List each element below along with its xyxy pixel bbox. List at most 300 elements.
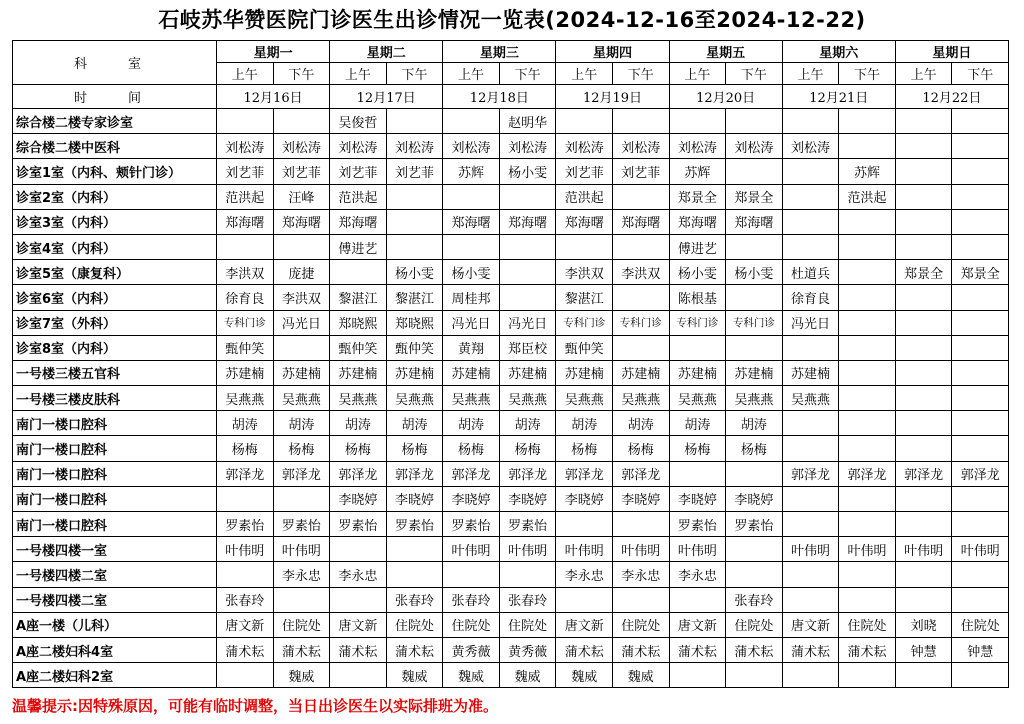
dept-cell: A座二楼妇科2室 (13, 663, 217, 688)
doctor-cell: 专科门诊 (669, 310, 726, 335)
doctor-cell: 郑海曙 (273, 209, 330, 234)
dept-cell: 南门一楼口腔科 (13, 461, 217, 486)
doctor-cell: 吴燕燕 (726, 386, 783, 411)
doctor-cell (782, 486, 839, 511)
doctor-cell: 吴燕燕 (669, 386, 726, 411)
doctor-cell: 范洪起 (556, 184, 613, 209)
doctor-cell (839, 411, 896, 436)
doctor-cell (273, 587, 330, 612)
doctor-cell: 胡涛 (499, 411, 556, 436)
doctor-cell: 苏建楠 (443, 360, 500, 385)
dept-cell: 诊室8室（内科） (13, 335, 217, 360)
doctor-cell (839, 134, 896, 159)
doctor-cell: 郑海曙 (669, 209, 726, 234)
doctor-cell (726, 537, 783, 562)
doctor-cell (556, 234, 613, 259)
doctor-cell: 蒲术耘 (273, 637, 330, 662)
doctor-cell (782, 159, 839, 184)
doctor-cell (839, 310, 896, 335)
am-header: 上午 (895, 63, 952, 85)
am-header: 上午 (330, 63, 387, 85)
doctor-cell (895, 663, 952, 688)
doctor-cell (839, 360, 896, 385)
doctor-cell (782, 436, 839, 461)
doctor-cell (726, 234, 783, 259)
table-row (13, 411, 1009, 436)
date-header: 12月19日 (556, 85, 669, 109)
am-header: 上午 (782, 63, 839, 85)
doctor-cell: 杨梅 (217, 436, 274, 461)
doctor-cell: 冯光日 (782, 310, 839, 335)
doctor-cell (782, 587, 839, 612)
doctor-cell (952, 234, 1009, 259)
doctor-cell (669, 587, 726, 612)
doctor-cell (782, 234, 839, 259)
doctor-cell: 刘晓 (895, 612, 952, 637)
doctor-cell: 叶伟明 (782, 537, 839, 562)
doctor-cell (330, 260, 387, 285)
doctor-cell: 住院处 (952, 612, 1009, 637)
date-header: 12月22日 (895, 85, 1008, 109)
doctor-cell: 刘松涛 (217, 134, 274, 159)
doctor-cell: 苏建楠 (669, 360, 726, 385)
doctor-cell: 胡涛 (330, 411, 387, 436)
am-header: 上午 (443, 63, 500, 85)
doctor-cell: 叶伟明 (556, 537, 613, 562)
doctor-cell: 罗素怡 (726, 512, 783, 537)
date-header: 12月21日 (782, 85, 895, 109)
doctor-cell (499, 184, 556, 209)
doctor-cell: 胡涛 (669, 411, 726, 436)
doctor-cell (782, 335, 839, 360)
doctor-cell: 李洪双 (273, 285, 330, 310)
table-row (13, 285, 1009, 310)
doctor-cell: 苏辉 (839, 159, 896, 184)
doctor-cell (895, 360, 952, 385)
doctor-cell (895, 411, 952, 436)
doctor-cell: 苏建楠 (217, 360, 274, 385)
doctor-cell: 吴燕燕 (217, 386, 274, 411)
doctor-cell: 甄仲笑 (217, 335, 274, 360)
doctor-cell: 李永忠 (556, 562, 613, 587)
doctor-cell: 李晓婷 (726, 486, 783, 511)
doctor-cell: 住院处 (499, 612, 556, 637)
doctor-cell: 黄秀薇 (499, 637, 556, 662)
doctor-cell: 唐文新 (330, 612, 387, 637)
dept-cell: 南门一楼口腔科 (13, 411, 217, 436)
doctor-cell: 钟慧 (895, 637, 952, 662)
dept-cell: 综合楼二楼中医科 (13, 134, 217, 159)
doctor-cell: 吴燕燕 (330, 386, 387, 411)
doctor-cell (217, 562, 274, 587)
doctor-cell (839, 436, 896, 461)
doctor-cell: 郭泽龙 (330, 461, 387, 486)
weekday-header: 星期二 (330, 41, 443, 63)
doctor-cell: 唐文新 (217, 612, 274, 637)
pm-header: 下午 (726, 63, 783, 85)
doctor-cell: 杨梅 (330, 436, 387, 461)
doctor-cell: 赵明华 (499, 109, 556, 134)
table-row (13, 612, 1009, 637)
doctor-cell: 杜道兵 (782, 260, 839, 285)
doctor-cell: 罗素怡 (443, 512, 500, 537)
doctor-cell (386, 184, 443, 209)
dept-cell: A座一楼（儿科） (13, 612, 217, 637)
doctor-cell (952, 360, 1009, 385)
doctor-cell: 李永忠 (330, 562, 387, 587)
doctor-cell: 罗素怡 (669, 512, 726, 537)
doctor-cell: 罗素怡 (499, 512, 556, 537)
doctor-cell: 吴俊哲 (330, 109, 387, 134)
doctor-cell (952, 386, 1009, 411)
doctor-cell: 李晓婷 (499, 486, 556, 511)
doctor-cell (895, 386, 952, 411)
doctor-cell (273, 234, 330, 259)
doctor-cell: 唐文新 (669, 612, 726, 637)
doctor-cell (952, 209, 1009, 234)
doctor-cell: 魏威 (499, 663, 556, 688)
table-row (13, 486, 1009, 511)
doctor-cell (612, 234, 669, 259)
doctor-cell (556, 109, 613, 134)
doctor-cell (726, 663, 783, 688)
doctor-cell: 杨梅 (273, 436, 330, 461)
doctor-cell: 胡涛 (273, 411, 330, 436)
doctor-cell (952, 109, 1009, 134)
doctor-cell: 吴燕燕 (782, 386, 839, 411)
pm-header: 下午 (952, 63, 1009, 85)
doctor-cell (612, 184, 669, 209)
doctor-cell: 专科门诊 (612, 310, 669, 335)
weekday-header: 星期三 (443, 41, 556, 63)
doctor-cell: 吴燕燕 (386, 386, 443, 411)
table-row (13, 436, 1009, 461)
date-header: 12月17日 (330, 85, 443, 109)
doctor-cell: 专科门诊 (726, 310, 783, 335)
doctor-cell (895, 512, 952, 537)
doctor-cell (895, 486, 952, 511)
doctor-cell (217, 234, 274, 259)
doctor-cell (895, 209, 952, 234)
doctor-cell: 唐文新 (782, 612, 839, 637)
doctor-cell (782, 663, 839, 688)
date-header: 12月18日 (443, 85, 556, 109)
dept-cell: 诊室3室（内科） (13, 209, 217, 234)
doctor-cell (386, 537, 443, 562)
doctor-cell: 胡涛 (612, 411, 669, 436)
pm-header: 下午 (612, 63, 669, 85)
doctor-cell (330, 587, 387, 612)
doctor-cell: 蒲术耘 (330, 637, 387, 662)
doctor-cell (499, 562, 556, 587)
doctor-cell: 范洪起 (217, 184, 274, 209)
doctor-cell: 胡涛 (726, 411, 783, 436)
doctor-cell: 郭泽龙 (612, 461, 669, 486)
dept-cell: 诊室7室（外科） (13, 310, 217, 335)
doctor-cell (839, 512, 896, 537)
doctor-cell: 李洪双 (217, 260, 274, 285)
doctor-cell: 郑景全 (669, 184, 726, 209)
doctor-cell: 刘松涛 (386, 134, 443, 159)
doctor-cell: 魏威 (386, 663, 443, 688)
doctor-cell (895, 159, 952, 184)
doctor-cell (839, 209, 896, 234)
doctor-cell (782, 562, 839, 587)
am-header: 上午 (217, 63, 274, 85)
doctor-cell (612, 335, 669, 360)
doctor-cell: 冯光日 (499, 310, 556, 335)
dept-cell: 一号楼三楼皮肤科 (13, 386, 217, 411)
weekday-header: 星期日 (895, 41, 1008, 63)
doctor-cell (782, 411, 839, 436)
doctor-cell: 张春玲 (386, 587, 443, 612)
doctor-cell: 范洪起 (839, 184, 896, 209)
table-row (13, 159, 1009, 184)
doctor-cell (556, 512, 613, 537)
time-header: 时 间 (13, 85, 217, 109)
doctor-cell (386, 209, 443, 234)
doctor-cell (952, 310, 1009, 335)
doctor-cell: 李晓婷 (386, 486, 443, 511)
doctor-cell: 郑晓熙 (386, 310, 443, 335)
doctor-cell: 蒲术耘 (726, 637, 783, 662)
doctor-cell (839, 285, 896, 310)
doctor-cell: 庞捷 (273, 260, 330, 285)
doctor-cell (443, 184, 500, 209)
weekday-header: 星期四 (556, 41, 669, 63)
doctor-cell: 李洪双 (556, 260, 613, 285)
doctor-cell: 杨梅 (556, 436, 613, 461)
doctor-cell: 唐文新 (556, 612, 613, 637)
doctor-cell: 魏威 (273, 663, 330, 688)
doctor-cell: 刘松涛 (782, 134, 839, 159)
doctor-cell: 郭泽龙 (782, 461, 839, 486)
doctor-cell (273, 486, 330, 511)
pm-header: 下午 (839, 63, 896, 85)
dept-cell: 诊室1室（内科、颊针门诊） (13, 159, 217, 184)
doctor-cell: 苏建楠 (499, 360, 556, 385)
doctor-cell: 郑海曙 (499, 209, 556, 234)
doctor-cell (217, 663, 274, 688)
doctor-cell (612, 587, 669, 612)
doctor-cell (952, 486, 1009, 511)
dept-cell: 一号楼三楼五官科 (13, 360, 217, 385)
doctor-cell: 李永忠 (273, 562, 330, 587)
dept-cell: 诊室6室（内科） (13, 285, 217, 310)
doctor-cell: 胡涛 (443, 411, 500, 436)
doctor-cell: 郑海曙 (612, 209, 669, 234)
doctor-cell (726, 562, 783, 587)
table-row (13, 663, 1009, 688)
doctor-cell (386, 562, 443, 587)
doctor-cell: 杨小雯 (669, 260, 726, 285)
doctor-cell (556, 587, 613, 612)
doctor-cell: 叶伟明 (952, 537, 1009, 562)
doctor-cell (782, 209, 839, 234)
doctor-cell: 甄仲笑 (330, 335, 387, 360)
doctor-cell: 李晓婷 (556, 486, 613, 511)
doctor-cell: 叶伟明 (273, 537, 330, 562)
doctor-cell: 魏威 (443, 663, 500, 688)
doctor-cell: 黎湛江 (330, 285, 387, 310)
date-header: 12月20日 (669, 85, 782, 109)
doctor-cell (952, 562, 1009, 587)
doctor-cell (726, 285, 783, 310)
doctor-cell: 吴燕燕 (443, 386, 500, 411)
dept-cell: 诊室5室（康复科） (13, 260, 217, 285)
doctor-cell (952, 411, 1009, 436)
doctor-cell: 郭泽龙 (443, 461, 500, 486)
doctor-cell: 黎湛江 (386, 285, 443, 310)
dept-cell: 南门一楼口腔科 (13, 436, 217, 461)
doctor-cell: 住院处 (443, 612, 500, 637)
doctor-cell: 胡涛 (217, 411, 274, 436)
doctor-cell: 张春玲 (217, 587, 274, 612)
doctor-cell (895, 562, 952, 587)
doctor-cell: 李晓婷 (330, 486, 387, 511)
doctor-cell: 张春玲 (443, 587, 500, 612)
doctor-cell (895, 285, 952, 310)
table-row (13, 512, 1009, 537)
doctor-cell: 刘松涛 (612, 134, 669, 159)
doctor-cell: 杨小雯 (386, 260, 443, 285)
doctor-cell (499, 285, 556, 310)
doctor-cell: 住院处 (386, 612, 443, 637)
doctor-cell: 罗素怡 (273, 512, 330, 537)
doctor-cell: 郑景全 (952, 260, 1009, 285)
doctor-cell (839, 587, 896, 612)
doctor-cell: 郑景全 (726, 184, 783, 209)
doctor-cell: 徐育良 (782, 285, 839, 310)
doctor-cell: 黄翔 (443, 335, 500, 360)
doctor-cell (952, 512, 1009, 537)
doctor-cell: 苏建楠 (556, 360, 613, 385)
doctor-cell: 郑臣校 (499, 335, 556, 360)
table-row (13, 209, 1009, 234)
doctor-cell: 黄秀薇 (443, 637, 500, 662)
doctor-cell (443, 562, 500, 587)
dept-cell: 一号楼四楼一室 (13, 537, 217, 562)
doctor-cell: 叶伟明 (217, 537, 274, 562)
doctor-cell: 刘松涛 (726, 134, 783, 159)
doctor-cell: 专科门诊 (217, 310, 274, 335)
doctor-cell (386, 109, 443, 134)
doctor-cell: 钟慧 (952, 637, 1009, 662)
doctor-cell (612, 109, 669, 134)
doctor-cell: 吴燕燕 (556, 386, 613, 411)
dept-cell: 南门一楼口腔科 (13, 512, 217, 537)
doctor-cell (952, 184, 1009, 209)
doctor-cell (443, 109, 500, 134)
doctor-cell: 冯光日 (443, 310, 500, 335)
weekday-header: 星期一 (217, 41, 330, 63)
weekday-header: 星期五 (669, 41, 782, 63)
doctor-cell: 住院处 (612, 612, 669, 637)
doctor-cell (839, 234, 896, 259)
doctor-cell: 吴燕燕 (273, 386, 330, 411)
doctor-cell (612, 512, 669, 537)
doctor-cell (726, 109, 783, 134)
doctor-cell (330, 537, 387, 562)
doctor-cell: 苏辉 (669, 159, 726, 184)
doctor-cell (839, 663, 896, 688)
weekday-header-row (13, 41, 1009, 63)
doctor-cell (330, 663, 387, 688)
doctor-cell: 住院处 (726, 612, 783, 637)
doctor-cell (839, 335, 896, 360)
doctor-cell: 周桂邦 (443, 285, 500, 310)
doctor-cell: 郑海曙 (217, 209, 274, 234)
doctor-cell: 罗素怡 (330, 512, 387, 537)
am-header: 上午 (669, 63, 726, 85)
doctor-cell (839, 260, 896, 285)
doctor-cell (895, 587, 952, 612)
doctor-cell: 范洪起 (330, 184, 387, 209)
doctor-cell: 蒲术耘 (217, 637, 274, 662)
doctor-cell: 苏建楠 (386, 360, 443, 385)
doctor-cell: 杨梅 (386, 436, 443, 461)
doctor-cell: 刘松涛 (330, 134, 387, 159)
dept-header: 科 室 (13, 41, 217, 85)
doctor-cell: 冯光日 (273, 310, 330, 335)
doctor-cell: 杨梅 (726, 436, 783, 461)
doctor-cell (895, 184, 952, 209)
doctor-cell (895, 109, 952, 134)
table-row (13, 134, 1009, 159)
doctor-cell: 郭泽龙 (499, 461, 556, 486)
schedule-table (12, 40, 1009, 688)
doctor-cell: 刘艺菲 (330, 159, 387, 184)
table-row (13, 260, 1009, 285)
doctor-cell: 刘松涛 (669, 134, 726, 159)
doctor-cell: 郑晓熙 (330, 310, 387, 335)
doctor-cell (952, 663, 1009, 688)
doctor-cell (726, 335, 783, 360)
table-row (13, 537, 1009, 562)
footer-notice: 温馨提示:因特殊原因，可能有临时调整，当日出诊医生以实际排班为准。 (12, 697, 499, 715)
date-header: 12月16日 (217, 85, 330, 109)
doctor-cell: 苏建楠 (782, 360, 839, 385)
doctor-cell: 苏建楠 (273, 360, 330, 385)
doctor-cell (726, 159, 783, 184)
doctor-cell (839, 562, 896, 587)
doctor-cell (952, 285, 1009, 310)
dept-cell: 一号楼四楼二室 (13, 562, 217, 587)
doctor-cell: 叶伟明 (895, 537, 952, 562)
doctor-cell: 刘松涛 (273, 134, 330, 159)
doctor-cell: 住院处 (273, 612, 330, 637)
doctor-cell: 李洪双 (612, 260, 669, 285)
doctor-cell: 杨梅 (499, 436, 556, 461)
doctor-cell: 张春玲 (726, 587, 783, 612)
doctor-cell: 李晓婷 (443, 486, 500, 511)
doctor-cell: 苏建楠 (726, 360, 783, 385)
doctor-cell: 杨梅 (443, 436, 500, 461)
doctor-cell (895, 335, 952, 360)
doctor-cell: 黎湛江 (556, 285, 613, 310)
doctor-cell: 专科门诊 (556, 310, 613, 335)
table-row (13, 335, 1009, 360)
doctor-cell: 郑海曙 (726, 209, 783, 234)
doctor-cell (669, 663, 726, 688)
doctor-cell: 傅进艺 (330, 234, 387, 259)
doctor-cell: 叶伟明 (839, 537, 896, 562)
doctor-cell (782, 109, 839, 134)
doctor-cell (273, 335, 330, 360)
doctor-cell (273, 109, 330, 134)
doctor-cell: 甄仲笑 (386, 335, 443, 360)
pm-header: 下午 (499, 63, 556, 85)
